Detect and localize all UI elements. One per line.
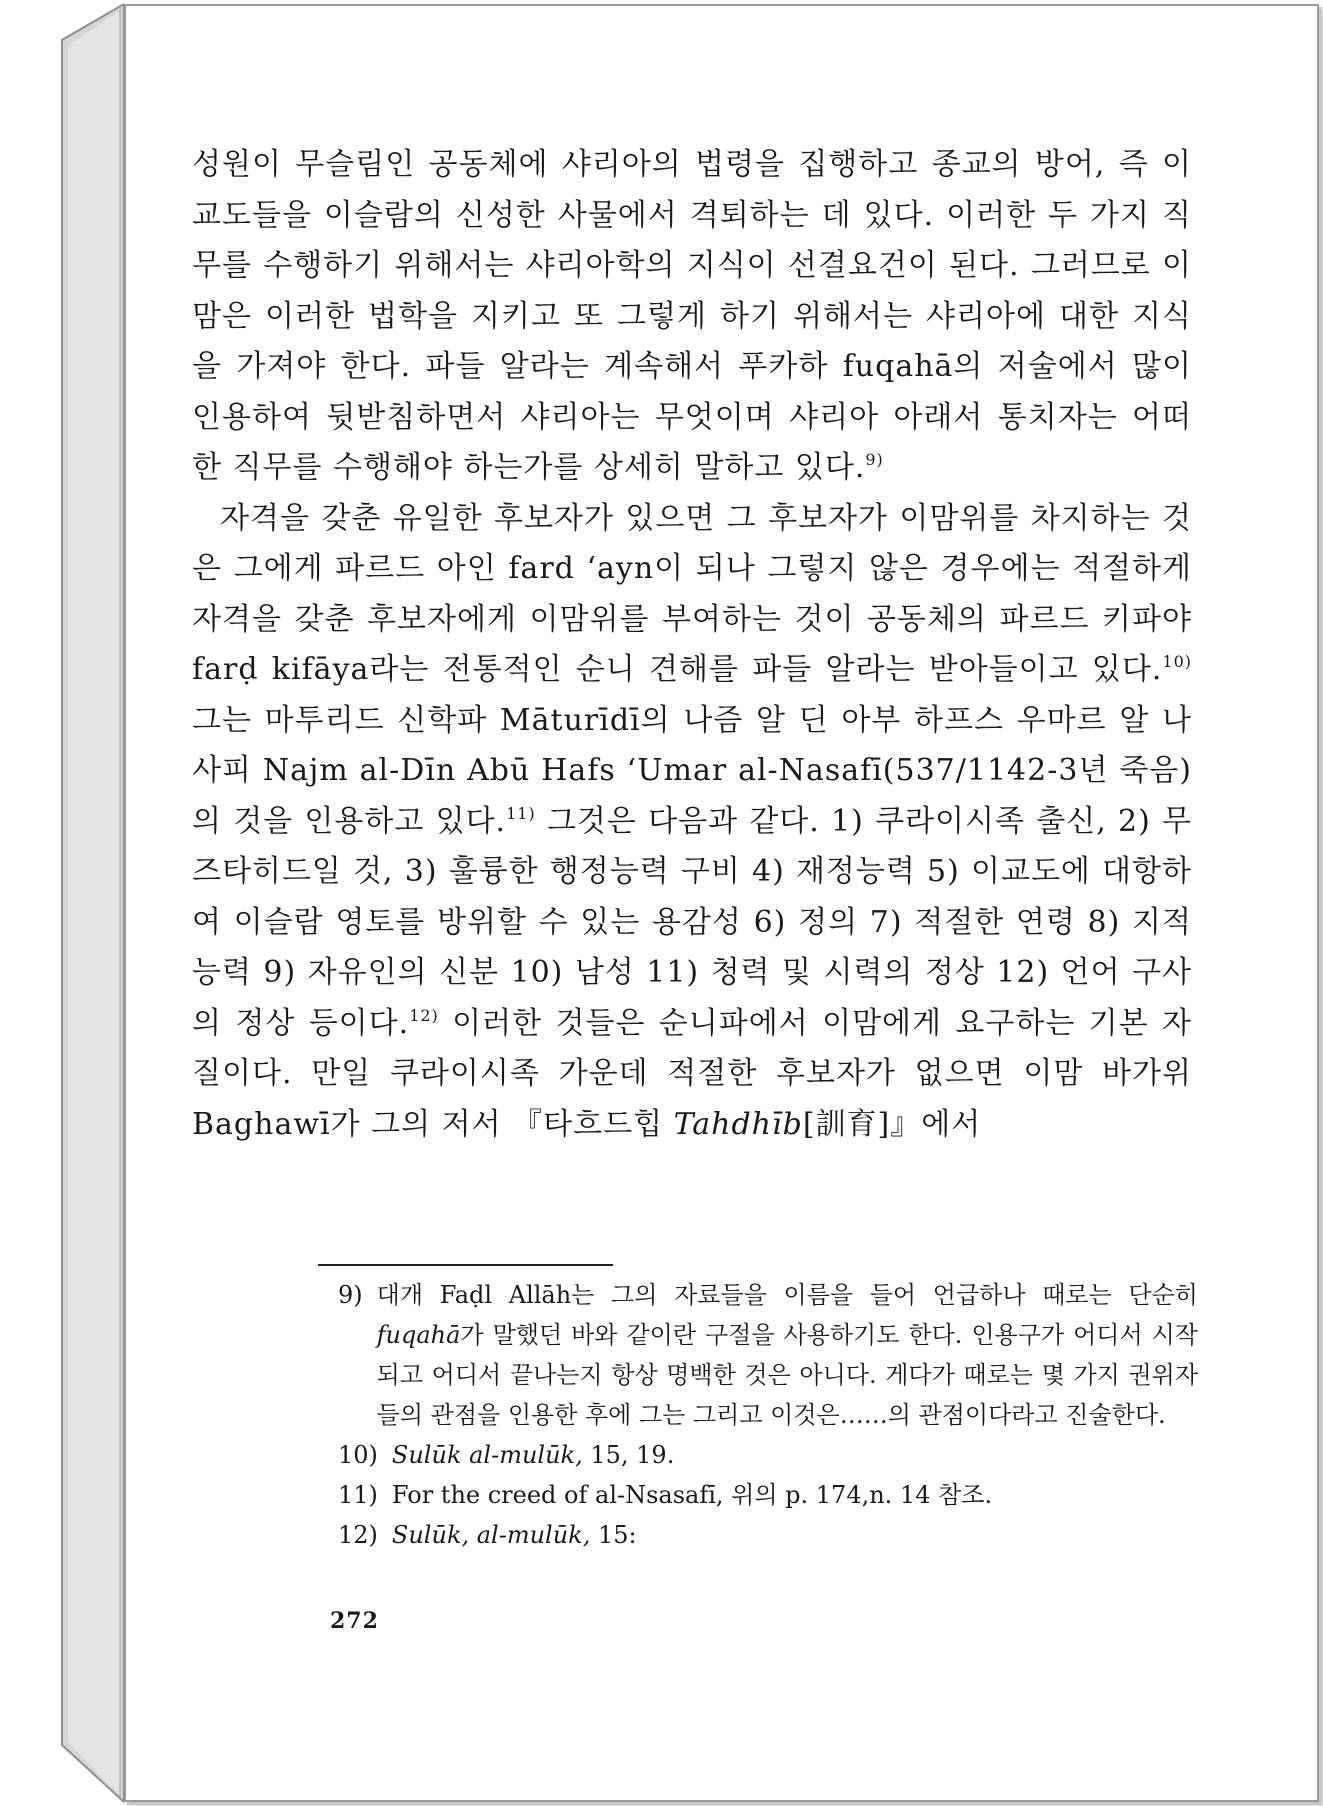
page-number: 272 <box>330 1608 379 1634</box>
footnote-italic: fuqahā <box>376 1321 461 1349</box>
footnote-text-part: 15, 19. <box>582 1441 675 1469</box>
footnote-text <box>392 1435 1198 1475</box>
footnote-9 <box>338 1275 1198 1435</box>
footnote-number: 10) <box>338 1441 378 1469</box>
paragraph-2-text-d: 이러한 것들은 순니파에서 이맘에게 요구하는 기본 자질이다. 만일 쿠라이시족 가운데 적절한 후보자가 없으면 이맘 바가위 Baghawī가 그의 저서 『타흐드힙 <box>192 1005 1193 1142</box>
footnote-text-part: 15: <box>590 1521 637 1549</box>
footnotes <box>338 1275 1198 1555</box>
paragraph-2-text-e: [訓育]』에서 <box>802 1106 982 1142</box>
footnote-10 <box>338 1435 1198 1475</box>
footnote-text <box>392 1515 1198 1555</box>
paragraph-2-text-b: 그는 마투리드 신학파 Māturīdī의 나즘 알 딘 아부 하프스 우마르 알 나사피 Najm al-Dīn Abū Hafs ‘Umar al-Nasafī(537/1142-3년 죽음)의 것을 인용하고 있다. <box>192 702 1192 839</box>
paragraph-1 <box>192 140 1192 494</box>
footnote-ref-10: 10) <box>1162 652 1192 671</box>
paragraph-2-text-a: 자격을 갖춘 유일한 후보자가 있으면 그 후보자가 이맘위를 차지하는 것은 그에게 파르드 아인 fard ‘ayn이 되나 그렇지 않은 경우에는 적절하게 자격을 갖춘 후보자에게 이맘위를 부여하는 것이 공동체의 파르드 키파야 farḍ kifāya라는 전통적인 순니 견해를 파들 알라는 받아들이고 있다. <box>192 500 1192 687</box>
book-spine-graphic <box>58 0 124 1806</box>
footnote-ref-11: 11) <box>506 803 536 823</box>
footnote-number: 11) <box>338 1481 378 1509</box>
footnote-11 <box>338 1475 1198 1515</box>
footnote-number: 12) <box>338 1521 378 1549</box>
footnote-italic: Sulūk al-mulūk, <box>391 1441 583 1469</box>
main-text <box>192 140 1192 1150</box>
footnote-text-part: 가 말했던 바와 같이란 구절을 사용하기도 한다. 인용구가 어디서 시작되고 어디서 끝나는지 항상 명백한 것은 아니다. 게다가 때로는 몇 가지 권위자들의 관점을 인용한 후에 그는 그리고 이것은……의 관점이다라고 진술한다. <box>376 1321 1198 1429</box>
footnote-text <box>377 1275 1198 1435</box>
footnote-text <box>392 1475 1198 1515</box>
footnote-number: 9) <box>338 1281 363 1309</box>
footnote-text-part: For the creed of al-Nsasafī, 위의 p. 174,n. 14 참조. <box>391 1481 993 1509</box>
footnote-ref-12: 12) <box>409 1005 439 1025</box>
book-spine <box>58 0 124 1806</box>
footnote-12 <box>338 1515 1198 1555</box>
footnote-ref-9: 9) <box>865 450 884 469</box>
footnote-text-part: 대개 Faḍl Allāh는 그의 자료들을 이름을 들어 언급하나 때로는 단순히 <box>376 1281 1198 1309</box>
footnote-divider <box>318 1264 613 1266</box>
paragraph-2-italic-title: Tahdhīb <box>673 1106 803 1142</box>
paragraph-2-text-c: 그것은 다음과 같다. 1) 쿠라이시족 출신, 2) 무즈타히드일 것, 3) 훌륭한 행정능력 구비 4) 재정능력 5) 이교도에 대항하여 이슬람 영토를 방위할 수 있는 용감성 6) 정의 7) 적절한 연령 8) 지적 능력 9) 자유인의 신분 10) 남성 11) 청력 및 시력의 정상 12) 언어 구사의 정상 등이다. <box>192 803 1192 1041</box>
paragraph-2 <box>192 494 1192 1151</box>
paragraph-1-text: 성원이 무슬림인 공동체에 샤리아의 법령을 집행하고 종교의 방어, 즉 이교도들을 이슬람의 신성한 사물에서 격퇴하는 데 있다. 이러한 두 가지 직무를 수행하기 위해서는 샤리아학의 지식이 선결요건이 된다. 그러므로 이맘은 이러한 법학을 지키고 또 그렇게 하기 위해서는 샤리아에 대한 지식을 가져야 한다. 파들 알라는 계속해서 푸카하 fuqahā의 저술에서 많이 인용하여 뒷받침하면서 샤리아는 무엇이며 샤리아 아래서 통치자는 어떠한 직무를 수행해야 하는가를 상세히 말하고 있다. <box>192 147 1192 485</box>
footnote-italic: Sulūk, al-mulūk, <box>391 1521 591 1549</box>
